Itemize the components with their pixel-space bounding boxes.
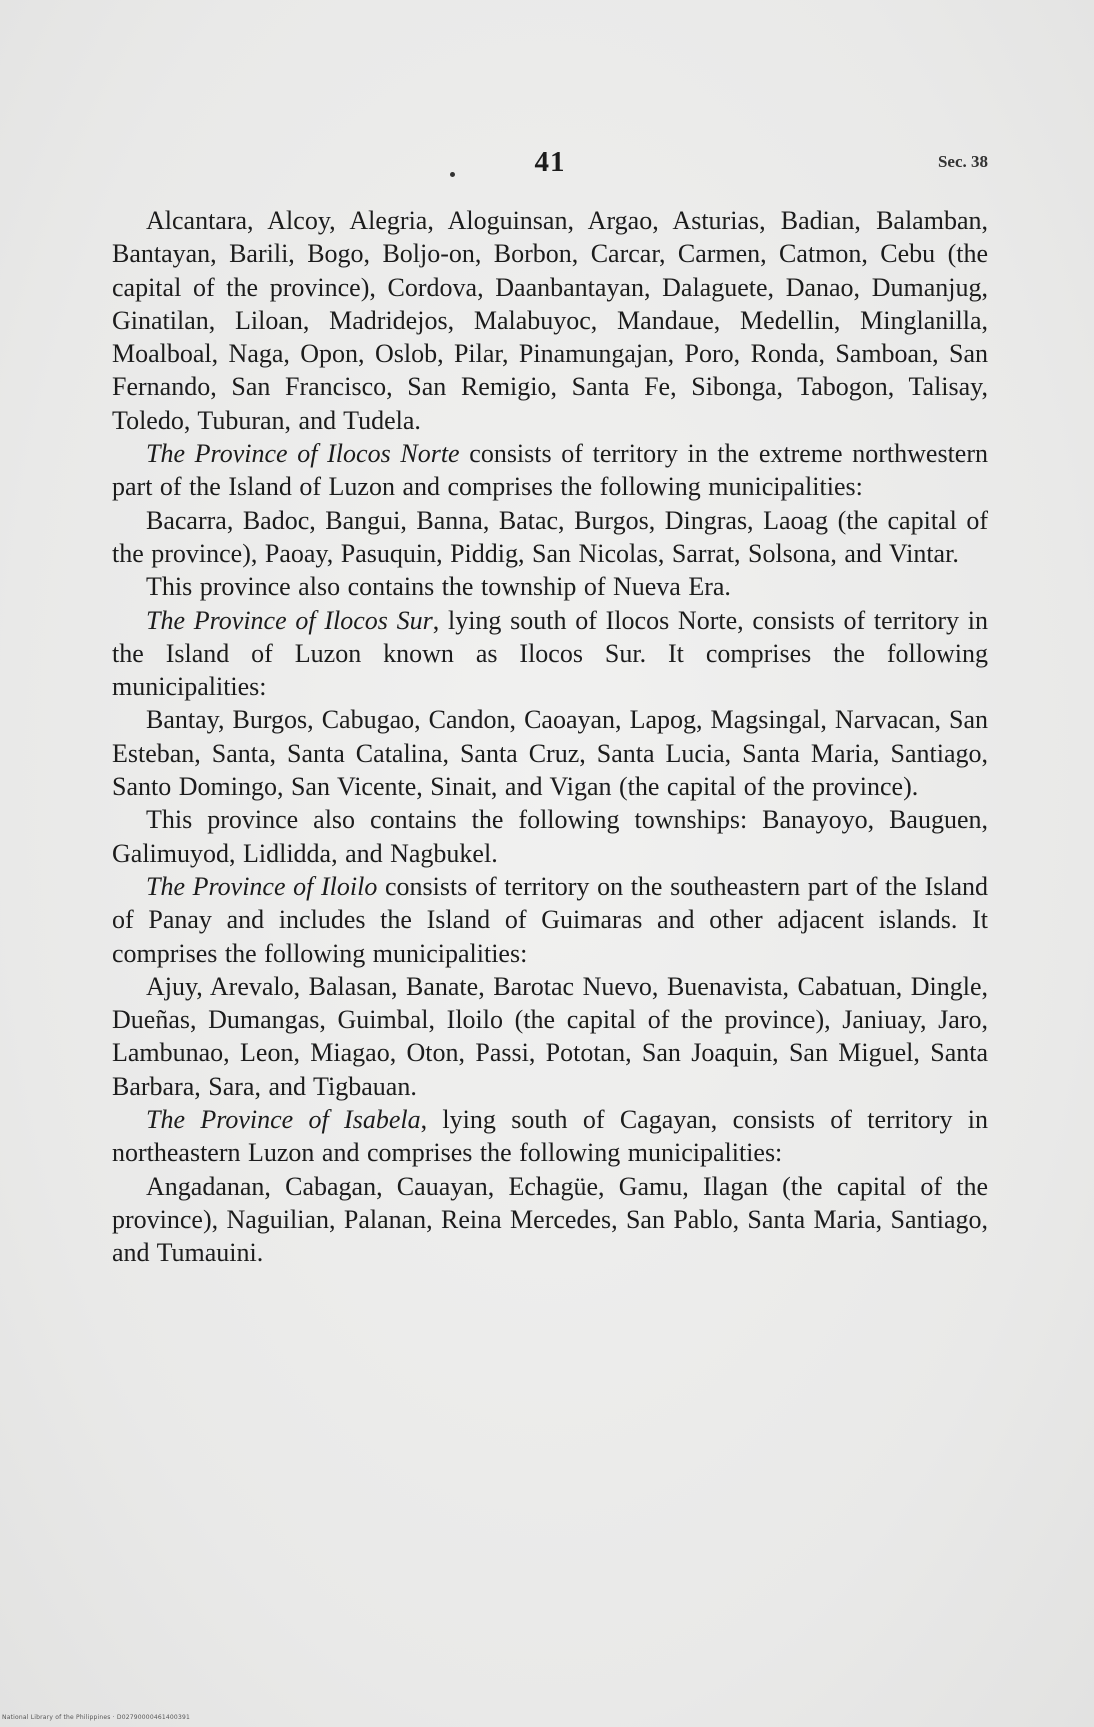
province-name: The Province of Iloilo: [146, 871, 378, 901]
body-text: [112, 204, 988, 1270]
page-number: 41: [534, 146, 566, 178]
paragraph-isabela-municipalities: Angadanan, Cabagan, Cauayan, Echagüe, Gamu, Ilagan (the capital of the province), Naguilian, Palanan, Reina Mercedes, San Pablo, Santa Maria, Santiago, and Tumauini.: [112, 1171, 988, 1268]
paragraph-isabela-intro: The Province of Isabela, lying south of Cagayan, consists of territory in northeastern Luzon and comprises the following municipalities:: [112, 1105, 988, 1168]
province-name: The Province of Ilocos Sur: [146, 605, 433, 635]
paragraph-cebu-municipalities: Alcantara, Alcoy, Alegria, Aloguinsan, Argao, Asturias, Badian, Balamban, Bantayan, Barili, Bogo, Boljo-on, Borbon, Carcar, Carmen, Catmon, Cebu (the capital of the province), Cordova, Daanbantayan, Dalaguete, Danao, Dumanjug, Ginatilan, Liloan, Madridejos, Malabuyoc, Mandaue, Medellin, Minglanilla, Moalboal, Naga, Opon, Oslob, Pilar, Pinamungajan, Poro, Ronda, Samboan, San Fernando, San Francisco, San Remigio, Santa Fe, Sibonga, Tabogon, Talisay, Toledo, Tuburan, and Tudela.: [112, 206, 988, 435]
paragraph-ilocos-norte-intro: The Province of Ilocos Norte consists of territory in the extreme northwestern part of the Island of Luzon and comprises the following municipalities:: [112, 439, 988, 502]
section-reference: Sec. 38: [937, 152, 988, 171]
paragraph-ilocos-sur-municipalities: Bantay, Burgos, Cabugao, Candon, Caoayan, Lapog, Magsingal, Narvacan, San Esteban, Santa, Santa Catalina, Santa Cruz, Santa Lucia, Santa Maria, Santiago, Santo Domingo, San Vicente, Sinait, and Vigan (the capital of the province).: [112, 705, 988, 802]
paragraph-ilocos-norte-municipalities: Bacarra, Badoc, Bangui, Banna, Batac, Burgos, Dingras, Laoag (the capital of the province), Paoay, Pasuquin, Piddig, San Nicolas, Sarrat, Solsona, and Vintar.: [112, 505, 988, 568]
paragraph-ilocos-norte-township: This province also contains the township of Nueva Era.: [146, 572, 731, 602]
paragraph-ilocos-sur-townships: This province also contains the following townships: Banayoyo, Bauguen, Galimuyod, Lidlidda, and Nagbukel.: [112, 805, 988, 868]
province-name: The Province of Ilocos Norte: [146, 439, 460, 469]
paragraph-iloilo-intro: The Province of Iloilo consists of territory on the southeastern part of the Island of Panay and includes the Island of Guimaras and other adjacent islands. It comprises the following municipalities:: [112, 871, 988, 968]
paragraph-ilocos-sur-intro: The Province of Ilocos Sur, lying south of Ilocos Norte, consists of territory in the Island of Luzon known as Ilocos Sur. It comprises the following municipalities:: [112, 605, 988, 702]
paragraph-iloilo-municipalities: Ajuy, Arevalo, Balasan, Banate, Barotac Nuevo, Buenavista, Cabatuan, Dingle, Dueñas, Dumangas, Guimbal, Iloilo (the capital of the province), Janiuay, Jaro, Lambunao, Leon, Miagao, Oton, Passi, Pototan, San Joaquin, San Miguel, Santa Barbara, Sara, and Tigbauan.: [112, 971, 988, 1101]
page-header: [112, 146, 988, 186]
archive-footer: National Library of the Philippines · D02790000461400391: [2, 1714, 191, 1721]
province-name: The Province of Isabela: [146, 1105, 421, 1135]
